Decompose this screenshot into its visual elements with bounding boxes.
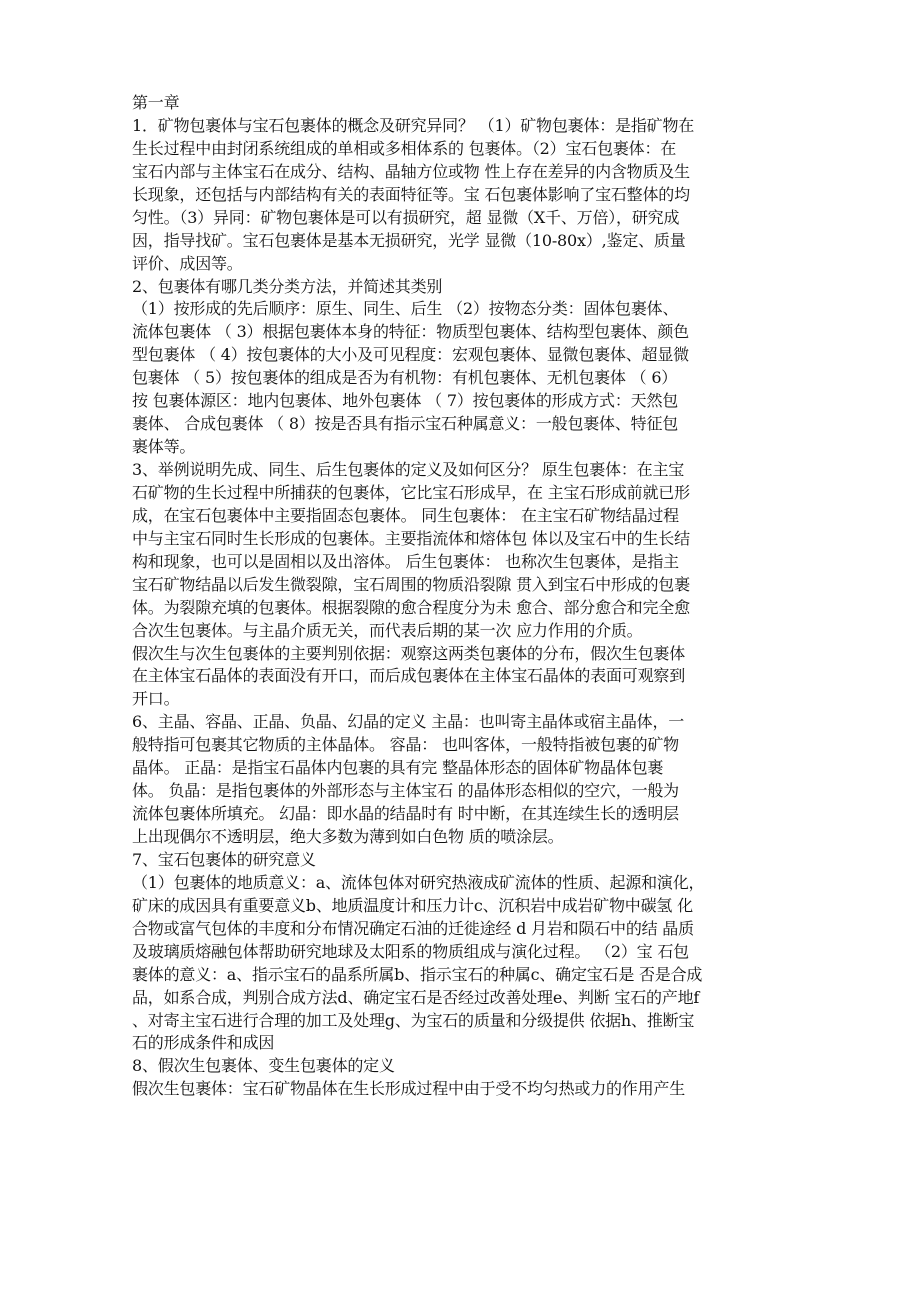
text-line: 中与主宝石同时生长形成的包裹体。主要指流体和熔体包 体以及宝石中的生长结 bbox=[132, 528, 690, 548]
text-line: 假次生与次生包裹体的主要判别依据：观察这两类包裹体的分布，假次生包裹体 bbox=[132, 643, 686, 663]
document-body bbox=[132, 92, 812, 1101]
text-line: 第一章 bbox=[132, 93, 180, 112]
text-line: 假次生包裹体：宝石矿物晶体在生长形成过程中由于受不均匀热或力的作用产生 bbox=[132, 1079, 686, 1099]
text-line: 匀性。（3）异同：矿物包裹体是可以有损研究，超 显微（X千、万倍），研究成 bbox=[132, 207, 680, 227]
text-line: 及玻璃质熔融包体帮助研究地球及太阳系的物质组成与演化过程。 （2）宝 石包 bbox=[132, 941, 689, 961]
text-line: 开口。 bbox=[132, 689, 180, 709]
text-line: 合物或富气包体的丰度和分布情况确定石油的迁徙途经 d 月岩和陨石中的结 晶质 bbox=[132, 918, 694, 938]
text-line: 矿床的成因具有重要意义b、地质温度计和压力计c、沉积岩中成岩矿物中碳氢 化 bbox=[132, 895, 693, 915]
text-line: 评价、成因等。 bbox=[132, 253, 243, 273]
text-line: 、对寄主宝石进行合理的加工及处理g、为宝石的质量和分级提供 依据h、推断宝 bbox=[132, 1010, 695, 1030]
text-line: 成，在宝石包裹体中主要指固态包裹体。 同生包裹体： 在主宝石矿物结晶过程 bbox=[132, 505, 679, 525]
text-line: 般特指可包裹其它物质的主体晶体。 容晶： 也叫客体，一般特指被包裹的矿物 bbox=[132, 735, 679, 755]
text-line: 宝石矿物结晶以后发生微裂隙，宝石周围的物质沿裂隙 贯入到宝石中形成的包裹 bbox=[132, 574, 690, 594]
text-line: 3、举例说明先成、同生、后生包裹体的定义及如何区分？ 原生包裹体：在主宝 bbox=[132, 460, 685, 479]
text-line: 体。 负晶：是指包裹体的外部形态与主体宝石 的晶体形态相似的空穴，一般为 bbox=[132, 781, 679, 801]
text-line: 长现象，还包括与内部结构有关的表面特征等。宝 石包裹体影响了宝石整体的均 bbox=[132, 184, 690, 204]
text-line: 包裹体 （ 5）按包裹体的组成是否为有机物：有机包裹体、无机包裹体 （ 6） bbox=[132, 368, 678, 388]
text-line: 因，指导找矿。宝石包裹体是基本无损研究，光学 显微（10-80x）,鉴定、质量 bbox=[132, 230, 686, 250]
text-line: （1）包裹体的地质意义：a、流体包体对研究热液成矿流体的性质、起源和演化， bbox=[132, 872, 705, 892]
text-line: 裹体等。 bbox=[132, 437, 196, 457]
text-line: 合次生包裹体。与主晶介质无关，而代表后期的某一次 应力作用的介质。 bbox=[132, 620, 643, 640]
text-line: 1．矿物包裹体与宝石包裹体的概念及研究异同？ （1）矿物包裹体：是指矿物在 bbox=[132, 115, 695, 135]
text-line: 石矿物的生长过程中所捕获的包裹体，它比宝石形成早，在 主宝石形成前就已形 bbox=[132, 482, 690, 502]
text-line: 晶体。 正晶：是指宝石晶体内包裹的具有完 整晶体形态的固体矿物晶体包裹 bbox=[132, 758, 664, 778]
text-line: 流体包裹体 （ 3）根据包裹体本身的特征：物质型包裹体、结构型包裹体、颜色 bbox=[132, 322, 689, 342]
text-line: 品，如系合成，判别合成方法d、确定宝石是否经过改善处理e、判断 宝石的产地f bbox=[132, 987, 700, 1007]
text-line: 6、主晶、容晶、正晶、负晶、幻晶的定义 主晶：也叫寄主晶体或宿主晶体，一 bbox=[132, 712, 685, 732]
text-line: 上出现偶尔不透明层，绝大多数为薄到如白色物 质的喷涂层。 bbox=[132, 827, 564, 846]
text-line: 7、宝石包裹体的研究意义 bbox=[132, 849, 316, 869]
text-line: 生长过程中由封闭系统组成的单相或多相体系的 包裹体。（2）宝石包裹体：在 bbox=[132, 138, 677, 158]
text-line: 宝石内部与主体宝石在成分、结构、晶轴方位或物 性上存在差异的内含物质及生 bbox=[132, 161, 690, 181]
text-line: 石的形成条件和成因 bbox=[132, 1033, 275, 1053]
text-line: 型包裹体 （ 4）按包裹体的大小及可见程度：宏观包裹体、显微包裹体、超显微 bbox=[132, 345, 689, 365]
text-line: 2、包裹体有哪几类分类方法，并简述其类别 bbox=[132, 276, 443, 296]
text-line: 构和现象，也可以是固相以及出溶体。 后生包裹体： 也称次生包裹体，是指主 bbox=[132, 551, 679, 571]
text-line: 裹体、 合成包裹体 （ 8）按是否具有指示宝石种属意义：一般包裹体、特征包 bbox=[132, 414, 679, 434]
text-line: 流体包裹体所填充。 幻晶：即水晶的结晶时有 时中断，在其连续生长的透明层 bbox=[132, 804, 679, 824]
text-line: 按 包裹体源区：地内包裹体、地外包裹体 （ 7）按包裹体的形成方式：天然包 bbox=[132, 391, 679, 411]
text-line: 裹体的意义：a、指示宝石的晶系所属b、指示宝石的种属c、确定宝石是 否是合成 bbox=[132, 964, 703, 984]
text-line: （1）按形成的先后顺序：原生、同生、后生 （2）按物态分类：固体包裹体、 bbox=[132, 299, 679, 319]
text-line: 8、假次生包裹体、变生包裹体的定义 bbox=[132, 1056, 395, 1076]
text-line: 体。为裂隙充填的包裹体。根据裂隙的愈合程度分为未 愈合、部分愈合和完全愈 bbox=[132, 597, 690, 617]
text-line: 在主体宝石晶体的表面没有开口，而后成包裹体在主体宝石晶体的表面可观察到 bbox=[132, 666, 686, 686]
